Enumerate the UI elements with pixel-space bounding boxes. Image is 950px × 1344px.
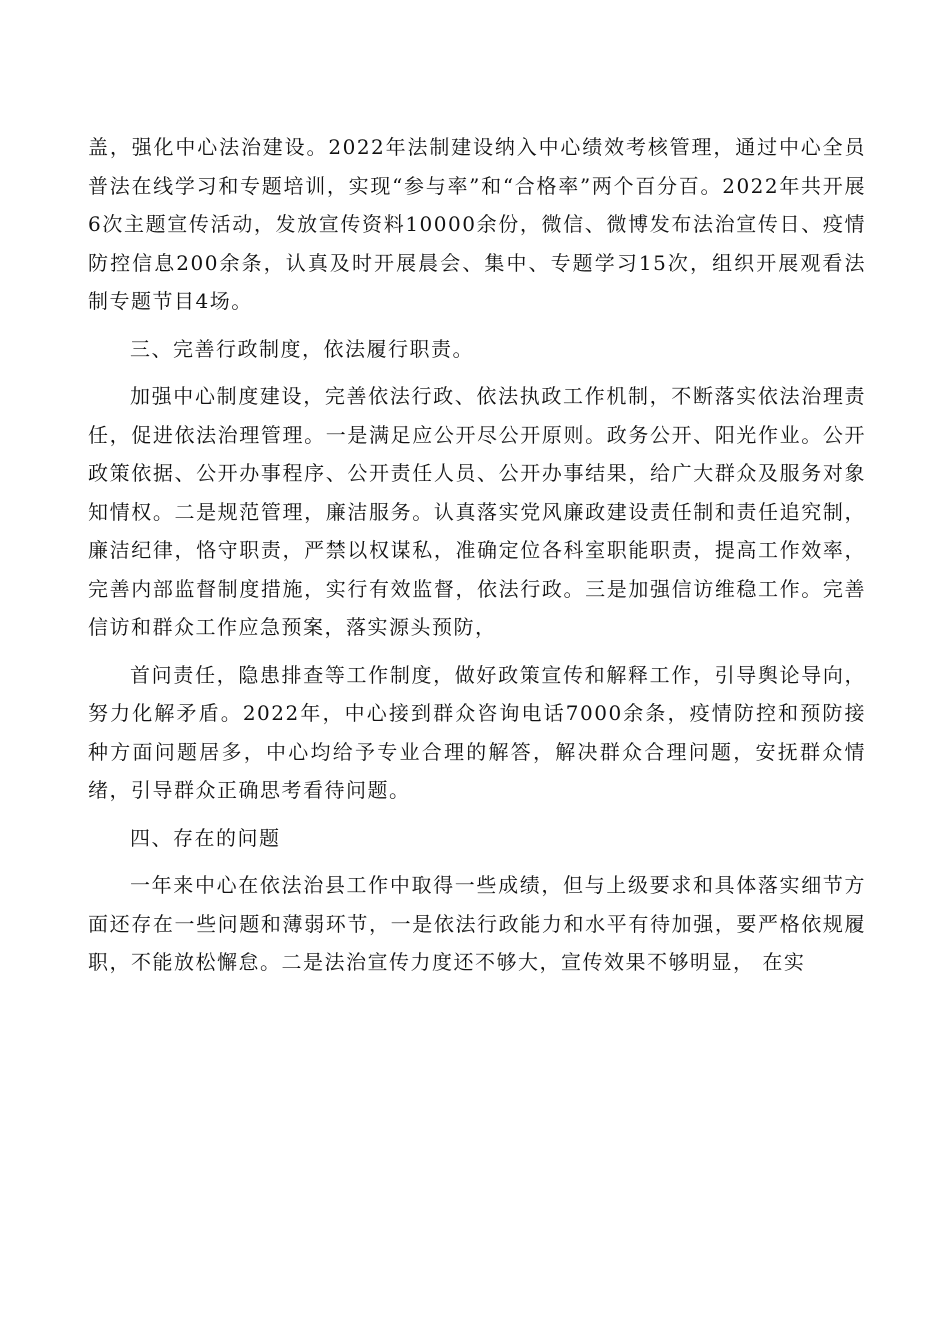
document-body xyxy=(88,128,866,982)
body-paragraph-first-inquiry: 首问责任，隐患排查等工作制度，做好政策宣传和解释工作，引导舆论导向，努力化解矛盾。2022年，中心接到群众咨询电话7000余条，疫情防控和预防接种方面问题居多，中心均给予专业合理的解答，解决群众合理问题，安抚群众情绪，引导群众正确思考看待问题。 xyxy=(88,662,866,802)
section-heading-three: 三、完善行政制度，依法履行职责。 xyxy=(130,336,474,361)
section-heading-four: 四、存在的问题 xyxy=(130,825,281,850)
body-paragraph-system-building: 加强中心制度建设，完善依法行政、依法执政工作机制，不断落实依法治理责任，促进依法治理管理。一是满足应公开尽公开原则。政务公开、阳光作业。公开政策依据、公开办事程序、公开责任人员、公开办事结果，给广大群众及服务对象知情权。二是规范管理，廉洁服务。认真落实党风廉政建设责任制和责任追究制，廉洁纪律，恪守职责，严禁以权谋私，准确定位各科室职能职责，提高工作效率，完善内部监督制度措施，实行有效监督，依法行政。三是加强信访维稳工作。完善信访和群众工作应急预案，落实源头预防， xyxy=(88,384,866,639)
body-paragraph-continuation: 盖，强化中心法治建设。2022年法制建设纳入中心绩效考核管理，通过中心全员普法在线学习和专题培训，实现“参与率”和“合格率”两个百分百。2022年共开展6次主题宣传活动，发放宣传资料10000余份，微信、微博发布法治宣传日、疫情防控信息200余条，认真及时开展晨会、集中、专题学习15次，组织开展观看法制专题节目4场。 xyxy=(88,135,866,313)
body-paragraph-problems: 一年来中心在依法治县工作中取得一些成绩，但与上级要求和具体落实细节方面还存在一些问题和薄弱环节，一是依法行政能力和水平有待加强，要严格依规履职，不能放松懈怠。二是法治宣传力度还不够大，宣传效果不够明显， 在实 xyxy=(88,873,866,974)
